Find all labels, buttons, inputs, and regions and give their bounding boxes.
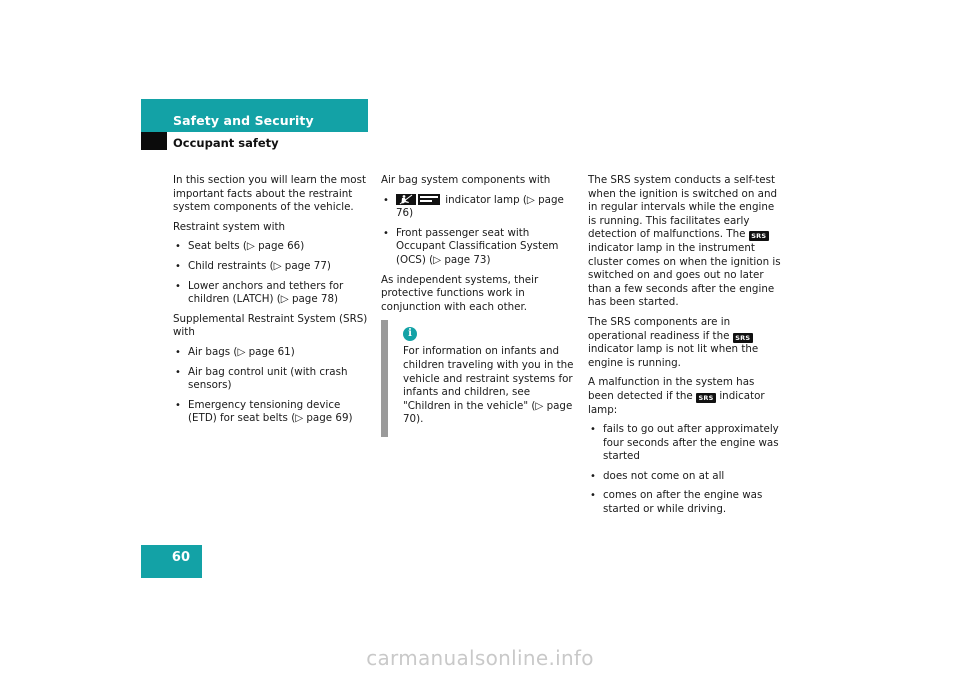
- independent-systems-paragraph: As independent systems, their protective functions work in conjunction with each other.: [381, 273, 539, 313]
- passenger-airbag-label-icon: [418, 194, 440, 205]
- list-item[interactable]: • Air bags (▷ page 61): [173, 346, 369, 360]
- text-span: The SRS components are in operational readiness if the: [588, 315, 731, 342]
- text-span: indicator lamp is not lit when the engine is running.: [588, 343, 759, 369]
- item-text: indicator lamp (▷ page 76): [396, 193, 564, 220]
- list-item[interactable]: • Lower anchors and tethers for children (LATCH) (▷ page 78): [173, 280, 369, 307]
- restraint-list: [173, 240, 369, 306]
- list-item[interactable]: [381, 194, 576, 221]
- srs-indicator-icon: SRS: [749, 231, 769, 241]
- operational-readiness-paragraph: [588, 316, 783, 370]
- subsection-title: Occupant safety: [173, 136, 279, 150]
- self-test-paragraph: [588, 174, 783, 310]
- page-number-box: [141, 545, 202, 578]
- page-number: 60: [171, 550, 190, 565]
- srs-heading: Supplemental Restraint System (SRS) with: [173, 312, 368, 339]
- restraint-heading: Restraint system with: [173, 220, 286, 233]
- intro-paragraph: In this section you will learn the most important facts about the restraint system components of the vehicle.: [173, 174, 366, 214]
- text-span: The SRS system conducts a self-test when the ignition is switched on and in regular intervals while the engine is running. This facilitates early detection of malfunctions. The: [588, 174, 778, 241]
- srs-list: [173, 346, 369, 426]
- subsection-marker: [141, 132, 167, 150]
- airbag-list: [381, 194, 576, 268]
- list-item: • fails to go out after approximately four seconds after the engine was started: [588, 423, 783, 464]
- column-3: [588, 174, 783, 523]
- text-span: indicator lamp:: [588, 389, 765, 416]
- list-item[interactable]: • Child restraints (▷ page 77): [173, 260, 369, 274]
- list-item: • does not come on at all: [588, 470, 783, 484]
- srs-indicator-icon: SRS: [733, 333, 753, 343]
- section-header-band: [141, 99, 368, 132]
- column-1: [173, 174, 369, 432]
- airbag-heading: Air bag system components with: [381, 174, 551, 186]
- info-box: [381, 320, 576, 437]
- srs-indicator-icon: SRS: [696, 393, 716, 403]
- list-item[interactable]: • Front passenger seat with Occupant Classification System (OCS) (▷ page 73): [381, 227, 576, 268]
- passenger-airbag-off-icon: [396, 194, 416, 205]
- info-text[interactable]: For information on infants and children traveling with you in the vehicle and restraint systems for infants and children, see "Children in the vehicle" (▷ page 70).: [403, 345, 574, 426]
- list-item: • Air bag control unit (with crash sensors): [173, 366, 369, 393]
- section-title: Safety and Security: [173, 113, 314, 128]
- watermark: carmanualsonline.info: [366, 646, 594, 670]
- list-item[interactable]: • Emergency tensioning device (ETD) for seat belts (▷ page 69): [173, 399, 369, 426]
- text-span: A malfunction in the system has been detected if the: [588, 376, 755, 402]
- list-item[interactable]: • Seat belts (▷ page 66): [173, 240, 369, 254]
- malfunction-paragraph: [588, 376, 783, 417]
- column-2: [381, 174, 576, 437]
- info-icon: i: [403, 327, 417, 341]
- malfunction-list: [588, 423, 783, 517]
- text-span: indicator lamp in the instrument cluster comes on when the ignition is switched on and goes out no later than a few seconds after the engine has been started.: [588, 241, 781, 309]
- list-item: • comes on after the engine was started or while driving.: [588, 489, 783, 516]
